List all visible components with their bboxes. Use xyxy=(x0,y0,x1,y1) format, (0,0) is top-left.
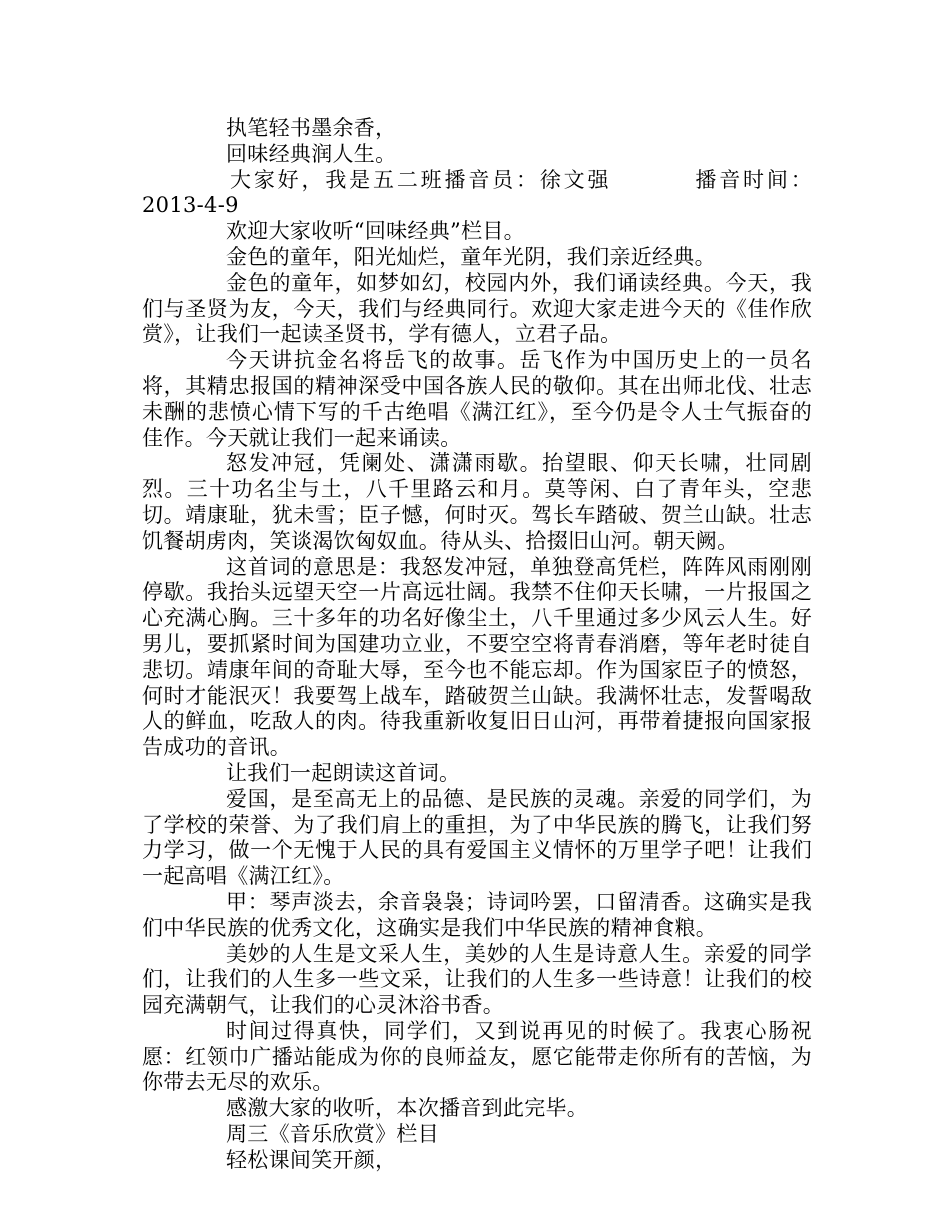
paragraph-wonderful-life: 美妙的人生是文采人生，美妙的人生是诗意人生。亲爱的同学们，让我们的人生多一些文采，让我们的人生多一些诗意！让我们的校园充满朝气，让我们的心灵沐浴书香。 xyxy=(142,941,812,1018)
paragraph-yue-fei-intro: 今天讲抗金名将岳飞的故事。岳飞作为中国历史上的一员名将，其精忠报国的精神深受中国各族人民的敬仰。其在出师北伐、壮志未酬的悲愤心情下写的千古绝唱《满江红》，至今仍是令人士气振奋的佳作。今天就让我们一起来诵读。 xyxy=(142,348,812,450)
paragraph-thanks: 感激大家的收听，本次播音到此完毕。 xyxy=(226,1096,589,1121)
paragraph-poem-meaning: 这首词的意思是：我怒发冲冠，单独登高凭栏，阵阵风雨刚刚停歇。我抬头远望天空一片高远壮阔。我禁不住仰天长啸，一片报国之心充满心胸。三十多年的功名好像尘土，八千里通过多少风云人生。好男儿，要抓紧时间为国建功立业，不要空空将青春消磨，等年老时徒自悲切。靖康年间的奇耻大辱，至今也不能忘却。作为国家臣子的愤怒，何时才能泯灭！我要驾上战车，踏破贺兰山缺。我满怀壮志，发誓喝敌人的鲜血，吃敌人的肉。待我重新收复旧日山河，再带着捷报向国家报告成功的音讯。 xyxy=(142,554,812,760)
paragraph-childhood-1: 金色的童年，阳光灿烂，童年光阴，我们亲近经典。 xyxy=(226,244,716,269)
broadcast-time: 播音时间：2013-4-9 xyxy=(142,167,812,218)
paragraph-closing-line: 轻松课间笑开颜， xyxy=(226,1147,397,1172)
paragraph-next-column: 周三《音乐欣赏》栏目 xyxy=(226,1122,439,1147)
paragraph-farewell: 时间过得真快，同学们，又到说再见的时候了。我衷心肠祝愿：红领巾广播站能成为你的良师益友，愿它能带走你所有的苦恼，为你带去无尽的欢乐。 xyxy=(142,1018,812,1095)
opening-line-2: 回味经典润人生。 xyxy=(226,141,397,166)
paragraph-read-together: 让我们一起朗读这首词。 xyxy=(226,760,461,785)
document-body xyxy=(142,116,812,1174)
announcer-greeting: 大家好，我是五二班播音员：徐文强 xyxy=(230,167,612,192)
paragraph-patriotism: 爱国，是至高无上的品德、是民族的灵魂。亲爱的同学们，为了学校的荣誉、为了我们肩上的重担，为了中华民族的腾飞，让我们努力学习，做一个无愧于人民的具有爱国主义情怀的万里学子吧！让我们一起高唱《满江红》。 xyxy=(142,786,812,889)
paragraph-childhood-2: 金色的童年，如梦如幻，校园内外，我们诵读经典。今天，我们与圣贤为友，今天，我们与经典同行。欢迎大家走进今天的《佳作欣赏》，让我们一起读圣贤书，学有德人，立君子品。 xyxy=(142,270,812,347)
broadcast-header xyxy=(142,168,812,220)
opening-line-1: 执笔轻书墨余香， xyxy=(226,116,397,140)
paragraph-culture: 甲：琴声淡去，余音袅袅；诗词吟罢，口留清香。这确实是我们中华民族的优秀文化，这确实是我们中华民族的精神食粮。 xyxy=(142,889,812,940)
paragraph-welcome: 欢迎大家收听“回味经典”栏目。 xyxy=(226,219,525,244)
paragraph-poem-text: 怒发冲冠，凭阑处、潇潇雨歇。抬望眼、仰天长啸，壮同剧烈。三十功名尘与土，八千里路云和月。莫等闲、白了青年头，空悲切。靖康耻，犹未雪；臣子憾，何时灭。驾长车踏破、贺兰山缺。壮志饥餐胡虏肉，笑谈渴饮匈奴血。待从头、拾掇旧山河。朝天阙。 xyxy=(142,451,812,553)
